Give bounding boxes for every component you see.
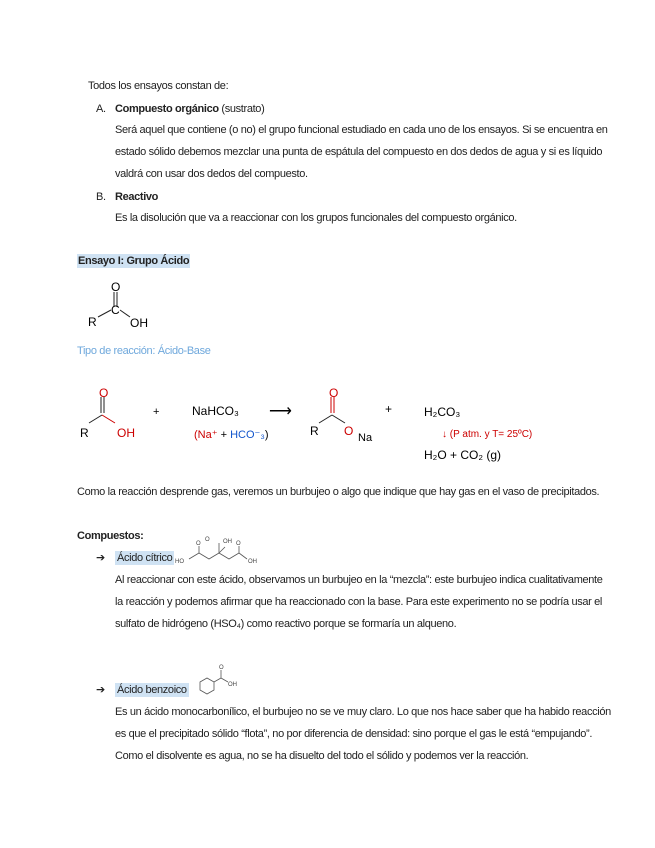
item-a-description xyxy=(115,119,608,185)
compounds-title: Compuestos: xyxy=(77,530,144,542)
citric-ho-label: HO xyxy=(175,559,184,565)
ions-open: ( xyxy=(194,429,198,441)
left-oh-label: OH xyxy=(117,426,135,440)
benzoic-line: es que el precipitado sólido “flota”, no por diferencia de densidad: sino porque el gas le está “empujando”. xyxy=(115,728,593,740)
item-a-heading xyxy=(115,103,264,115)
benzoic-oh-label: OH xyxy=(228,682,237,688)
carboxylic-acid-structure xyxy=(82,281,162,337)
citric-acid-label: Ácido cítrico xyxy=(117,552,173,564)
ion-na: Na⁺ xyxy=(197,429,218,441)
ion-plus: + xyxy=(217,429,231,441)
citric-acid-structure xyxy=(173,533,263,571)
benzoic-o-label: O xyxy=(219,665,224,671)
left-r-label: R xyxy=(80,426,89,440)
benzoic-arrow: ➔ xyxy=(96,683,106,696)
citric-arrow: ➔ xyxy=(96,551,106,564)
citric-o1-label: O xyxy=(196,541,201,547)
item-a-line: valdrá con usar dos dedos del compuesto. xyxy=(115,168,308,180)
reaction-scheme xyxy=(77,385,557,465)
citric-oh-right-label: OH xyxy=(248,559,257,565)
citric-description xyxy=(115,569,603,635)
benzoic-acid-structure xyxy=(190,662,240,702)
intro-heading: Todos los ensayos constan de: xyxy=(88,80,229,92)
ions-close: ) xyxy=(264,429,269,441)
citric-oh-top-label: OH xyxy=(223,539,232,545)
citric-o-top-label: O xyxy=(205,537,210,543)
item-b-marker: B. xyxy=(96,191,106,203)
right-o2-label: O xyxy=(344,424,354,438)
citric-line: Al reaccionar con este ácido, observamos un burbujeo en la “mezcla”: este burbujeo indica cualitativamente xyxy=(115,574,603,586)
citric-line: la reacción y podemos afirmar que ha reaccionado con la base. Para este experimento no se podría usar el xyxy=(115,596,603,608)
reaction-type xyxy=(77,345,211,357)
section-title: Ensayo I: Grupo Ácido xyxy=(78,255,190,267)
condition-label: ↓ (P atm. y T= 25ºC) xyxy=(442,429,533,440)
item-a-marker: A. xyxy=(96,103,106,115)
reaction-type-value: Ácido-Base xyxy=(157,345,211,357)
structure-c-label: C xyxy=(111,303,120,317)
item-b-description: Es la disolución que va a reaccionar con los grupos funcionales del compuesto orgánico. xyxy=(115,212,517,224)
reaction-type-label: Tipo de reacción: xyxy=(77,345,158,357)
h2co3-label: H₂CO₃ xyxy=(424,405,461,419)
plus-sign-2: + xyxy=(385,402,393,416)
benzoic-line: Como el disolvente es agua, no se ha disuelto del todo el sólido y podemos ver la reacción. xyxy=(115,750,529,762)
structure-r-label: R xyxy=(88,315,97,329)
item-a-line: Será aquel que contiene (o no) el grupo funcional estudiado en cada uno de los ensayos. Si se encuentra en xyxy=(115,124,608,136)
citric-line: sulfato de hidrógeno (HSO₄) como reactivo porque se formaría un alqueno. xyxy=(115,618,457,630)
benzoic-acid-label: Ácido benzoico xyxy=(117,684,187,696)
benzoic-description xyxy=(115,701,611,767)
citric-o2-label: O xyxy=(236,541,241,547)
item-a-line: estado sólido debemos mezclar una punta de espátula del compuesto en dos dedos de agua y si es líquido xyxy=(115,146,603,158)
ion-hco3: HCO⁻₃ xyxy=(230,429,265,441)
item-a-title: Compuesto orgánico xyxy=(115,103,219,115)
right-r-label: R xyxy=(310,424,319,438)
right-na-label: Na xyxy=(358,432,373,444)
reagent-label: NaHCO₃ xyxy=(192,404,239,418)
structure-oh-label: OH xyxy=(130,316,148,330)
plus-sign: + xyxy=(153,406,160,418)
item-b-title: Reactivo xyxy=(115,191,159,203)
structure-o-label: O xyxy=(111,281,121,294)
products-label: H₂O + CO₂ (g) xyxy=(424,448,501,462)
left-o-label: O xyxy=(99,386,109,400)
reaction-arrow: ⟶ xyxy=(269,403,292,420)
benzoic-line: Es un ácido monocarbonílico, el burbujeo no se ve muy claro. Lo que nos hace saber que ha habido reacción xyxy=(115,706,611,718)
gas-note: Como la reacción desprende gas, veremos un burbujeo o algo que indique que hay gas en el vaso de precipitados. xyxy=(77,486,600,498)
item-a-suffix: (sustrato) xyxy=(218,103,265,115)
ions-label xyxy=(194,429,269,441)
right-o-label: O xyxy=(329,386,339,400)
